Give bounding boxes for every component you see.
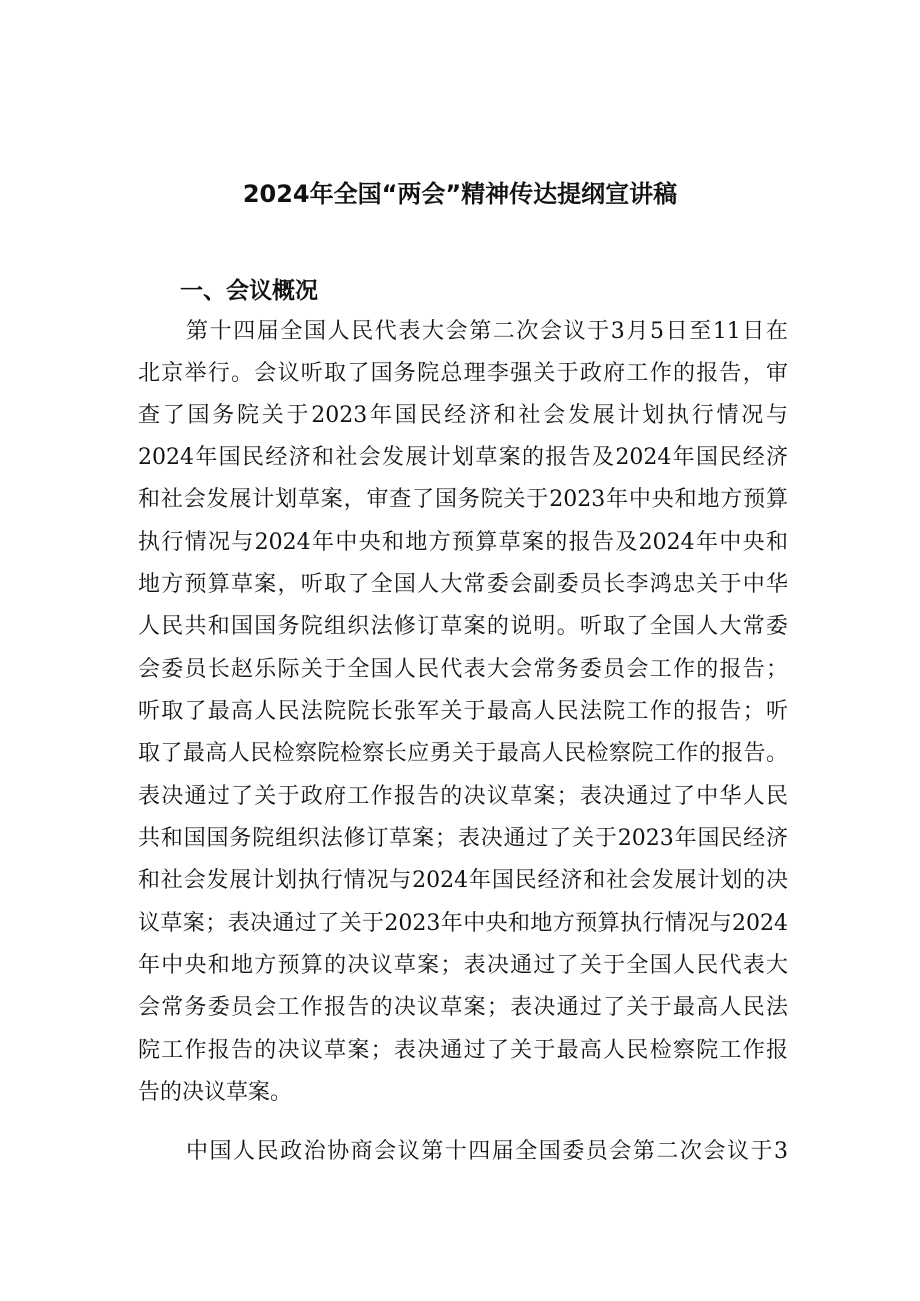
section-heading: 一、会议概况: [180, 278, 318, 304]
paragraph-line: 中国人民政治协商会议第十四届全国委员会第二次会议于3: [186, 1139, 788, 1164]
paragraph-line: 和社会发展计划草案，审查了国务院关于2023年中央和地方预算: [138, 487, 788, 512]
paragraph-line: 会委员长赵乐际关于全国人民代表大会常务委员会工作的报告；: [138, 657, 788, 682]
paragraph-line: 表决通过了关于政府工作报告的决议草案；表决通过了中华人民: [138, 784, 788, 809]
paragraph-line: 院工作报告的决议草案；表决通过了关于最高人民检察院工作报: [138, 1038, 788, 1063]
paragraph-line: 听取了最高人民法院院长张军关于最高人民法院工作的报告；听: [138, 699, 788, 724]
paragraph-line: 北京举行。会议听取了国务院总理李强关于政府工作的报告，审: [138, 361, 788, 386]
paragraph-line: 地方预算草案，听取了全国人大常委会副委员长李鸿忠关于中华: [138, 572, 788, 597]
paragraph-line: 查了国务院关于2023年国民经济和社会发展计划执行情况与: [138, 403, 788, 428]
paragraph-line: 取了最高人民检察院检察长应勇关于最高人民检察院工作的报告。: [138, 741, 788, 766]
document-title: 2024年全国“两会”精神传达提纲宣讲稿: [242, 180, 678, 208]
paragraph-line: 第十四届全国人民代表大会第二次会议于3月5日至11日在: [186, 319, 788, 344]
paragraph-line: 2024年国民经济和社会发展计划草案的报告及2024年国民经济: [138, 445, 788, 470]
paragraph-line: 人民共和国国务院组织法修订草案的说明。听取了全国人大常委: [138, 614, 788, 639]
paragraph-line: 执行情况与2024年中央和地方预算草案的报告及2024年中央和: [138, 530, 788, 555]
paragraph-line: 共和国国务院组织法修订草案；表决通过了关于2023年国民经济: [138, 826, 788, 851]
paragraph-line: 告的决议草案。: [138, 1080, 293, 1105]
paragraph-line: 和社会发展计划执行情况与2024年国民经济和社会发展计划的决: [138, 868, 788, 893]
paragraph-line: 年中央和地方预算的决议草案；表决通过了关于全国人民代表大: [138, 953, 788, 978]
paragraph-line: 议草案；表决通过了关于2023年中央和地方预算执行情况与2024: [138, 911, 788, 936]
paragraph-line: 会常务委员会工作报告的决议草案；表决通过了关于最高人民法: [138, 995, 788, 1020]
